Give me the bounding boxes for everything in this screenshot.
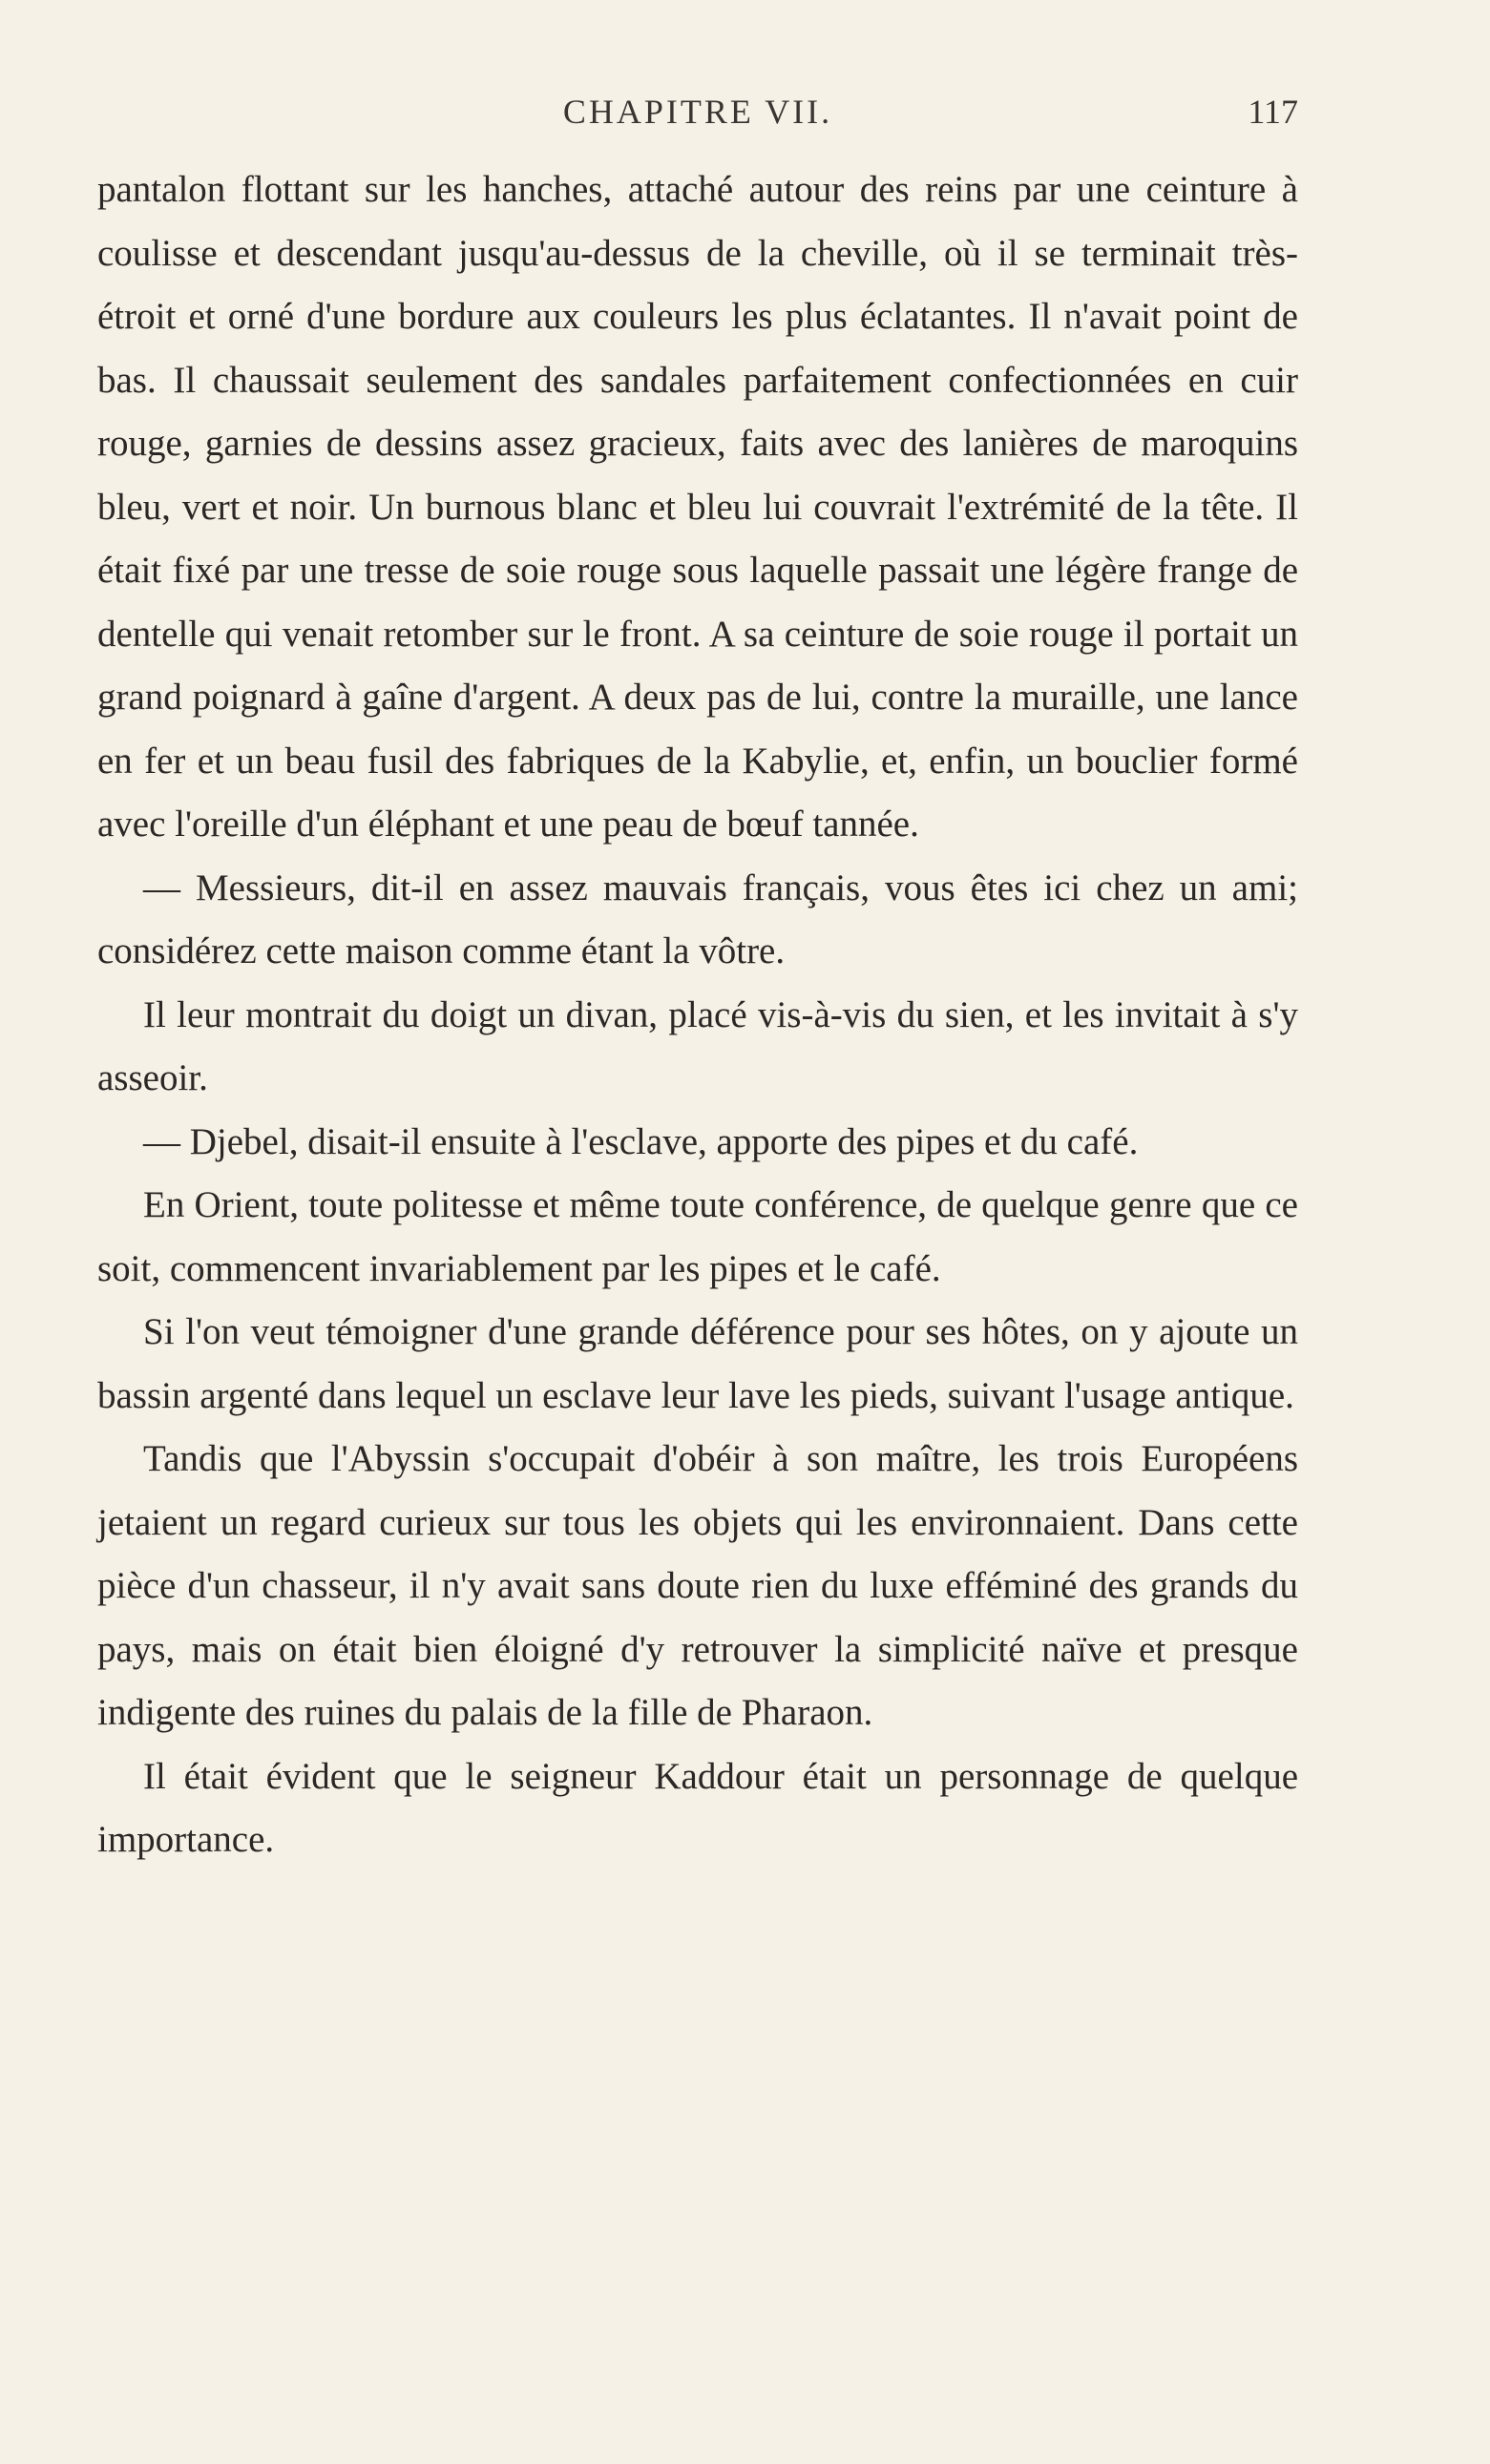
paragraph: Il était évident que le seigneur Kaddour était un personnage de quelque importance. [97, 1755, 1298, 1860]
paragraph: En Orient, toute politesse et même toute conférence, de quelque genre que ce soit, commencent invariablement par les pipes et le café. [97, 1184, 1298, 1289]
paragraph: pantalon flottant sur les hanches, attaché autour des reins par une ceinture à coulisse et descendant jusqu'au-dessus de la cheville, où il se terminait très-étroit et orné d'une bordure aux couleurs les plus éclatantes. Il n'avait point de bas. Il chaussait seulement des sandales parfaitement confectionnées en cuir rouge, garnies de dessins assez gracieux, faits avec des lanières de maroquins bleu, vert et noir. Un burnous blanc et bleu lui couvrait l'extrémité de la tête. Il était fixé par une tresse de soie rouge sous laquelle passait une légère frange de dentelle qui venait retomber sur le front. A sa ceinture de soie rouge il portait un grand poignard à gaîne d'argent. A deux pas de lui, contre la muraille, une lance en fer et un beau fusil des fabriques de la Kabylie, et, enfin, un bouclier formé avec l'oreille d'un éléphant et une peau de bœuf tannée. [97, 169, 1298, 845]
running-head [97, 92, 1298, 139]
page-number: 117 [1248, 93, 1298, 131]
chapter-title: CHAPITRE VII. [562, 93, 833, 131]
paragraph: — Djebel, disait-il ensuite à l'esclave, apporte des pipes et du café. [143, 1120, 1139, 1162]
body-text [97, 158, 1298, 1872]
paragraph: Tandis que l'Abyssin s'occupait d'obéir à son maître, les trois Européens jetaient un regard curieux sur tous les objets qui les environnaient. Dans cette pièce d'un chasseur, il n'y avait sans doute rien du luxe efféminé des grands du pays, mais on était bien éloigné d'y retrouver la simplicité naïve et presque indigente des ruines du palais de la fille de Pharaon. [97, 1438, 1298, 1733]
paragraph: — Messieurs, dit-il en assez mauvais français, vous êtes ici chez un ami; considérez cette maison comme étant la vôtre. [97, 867, 1298, 971]
paragraph: Il leur montrait du doigt un divan, placé vis-à-vis du sien, et les invitait à s'y asseoir. [97, 993, 1298, 1098]
paragraph: Si l'on veut témoigner d'une grande déférence pour ses hôtes, on y ajoute un bassin argenté dans lequel un esclave leur lave les pieds, suivant l'usage antique. [97, 1311, 1298, 1416]
